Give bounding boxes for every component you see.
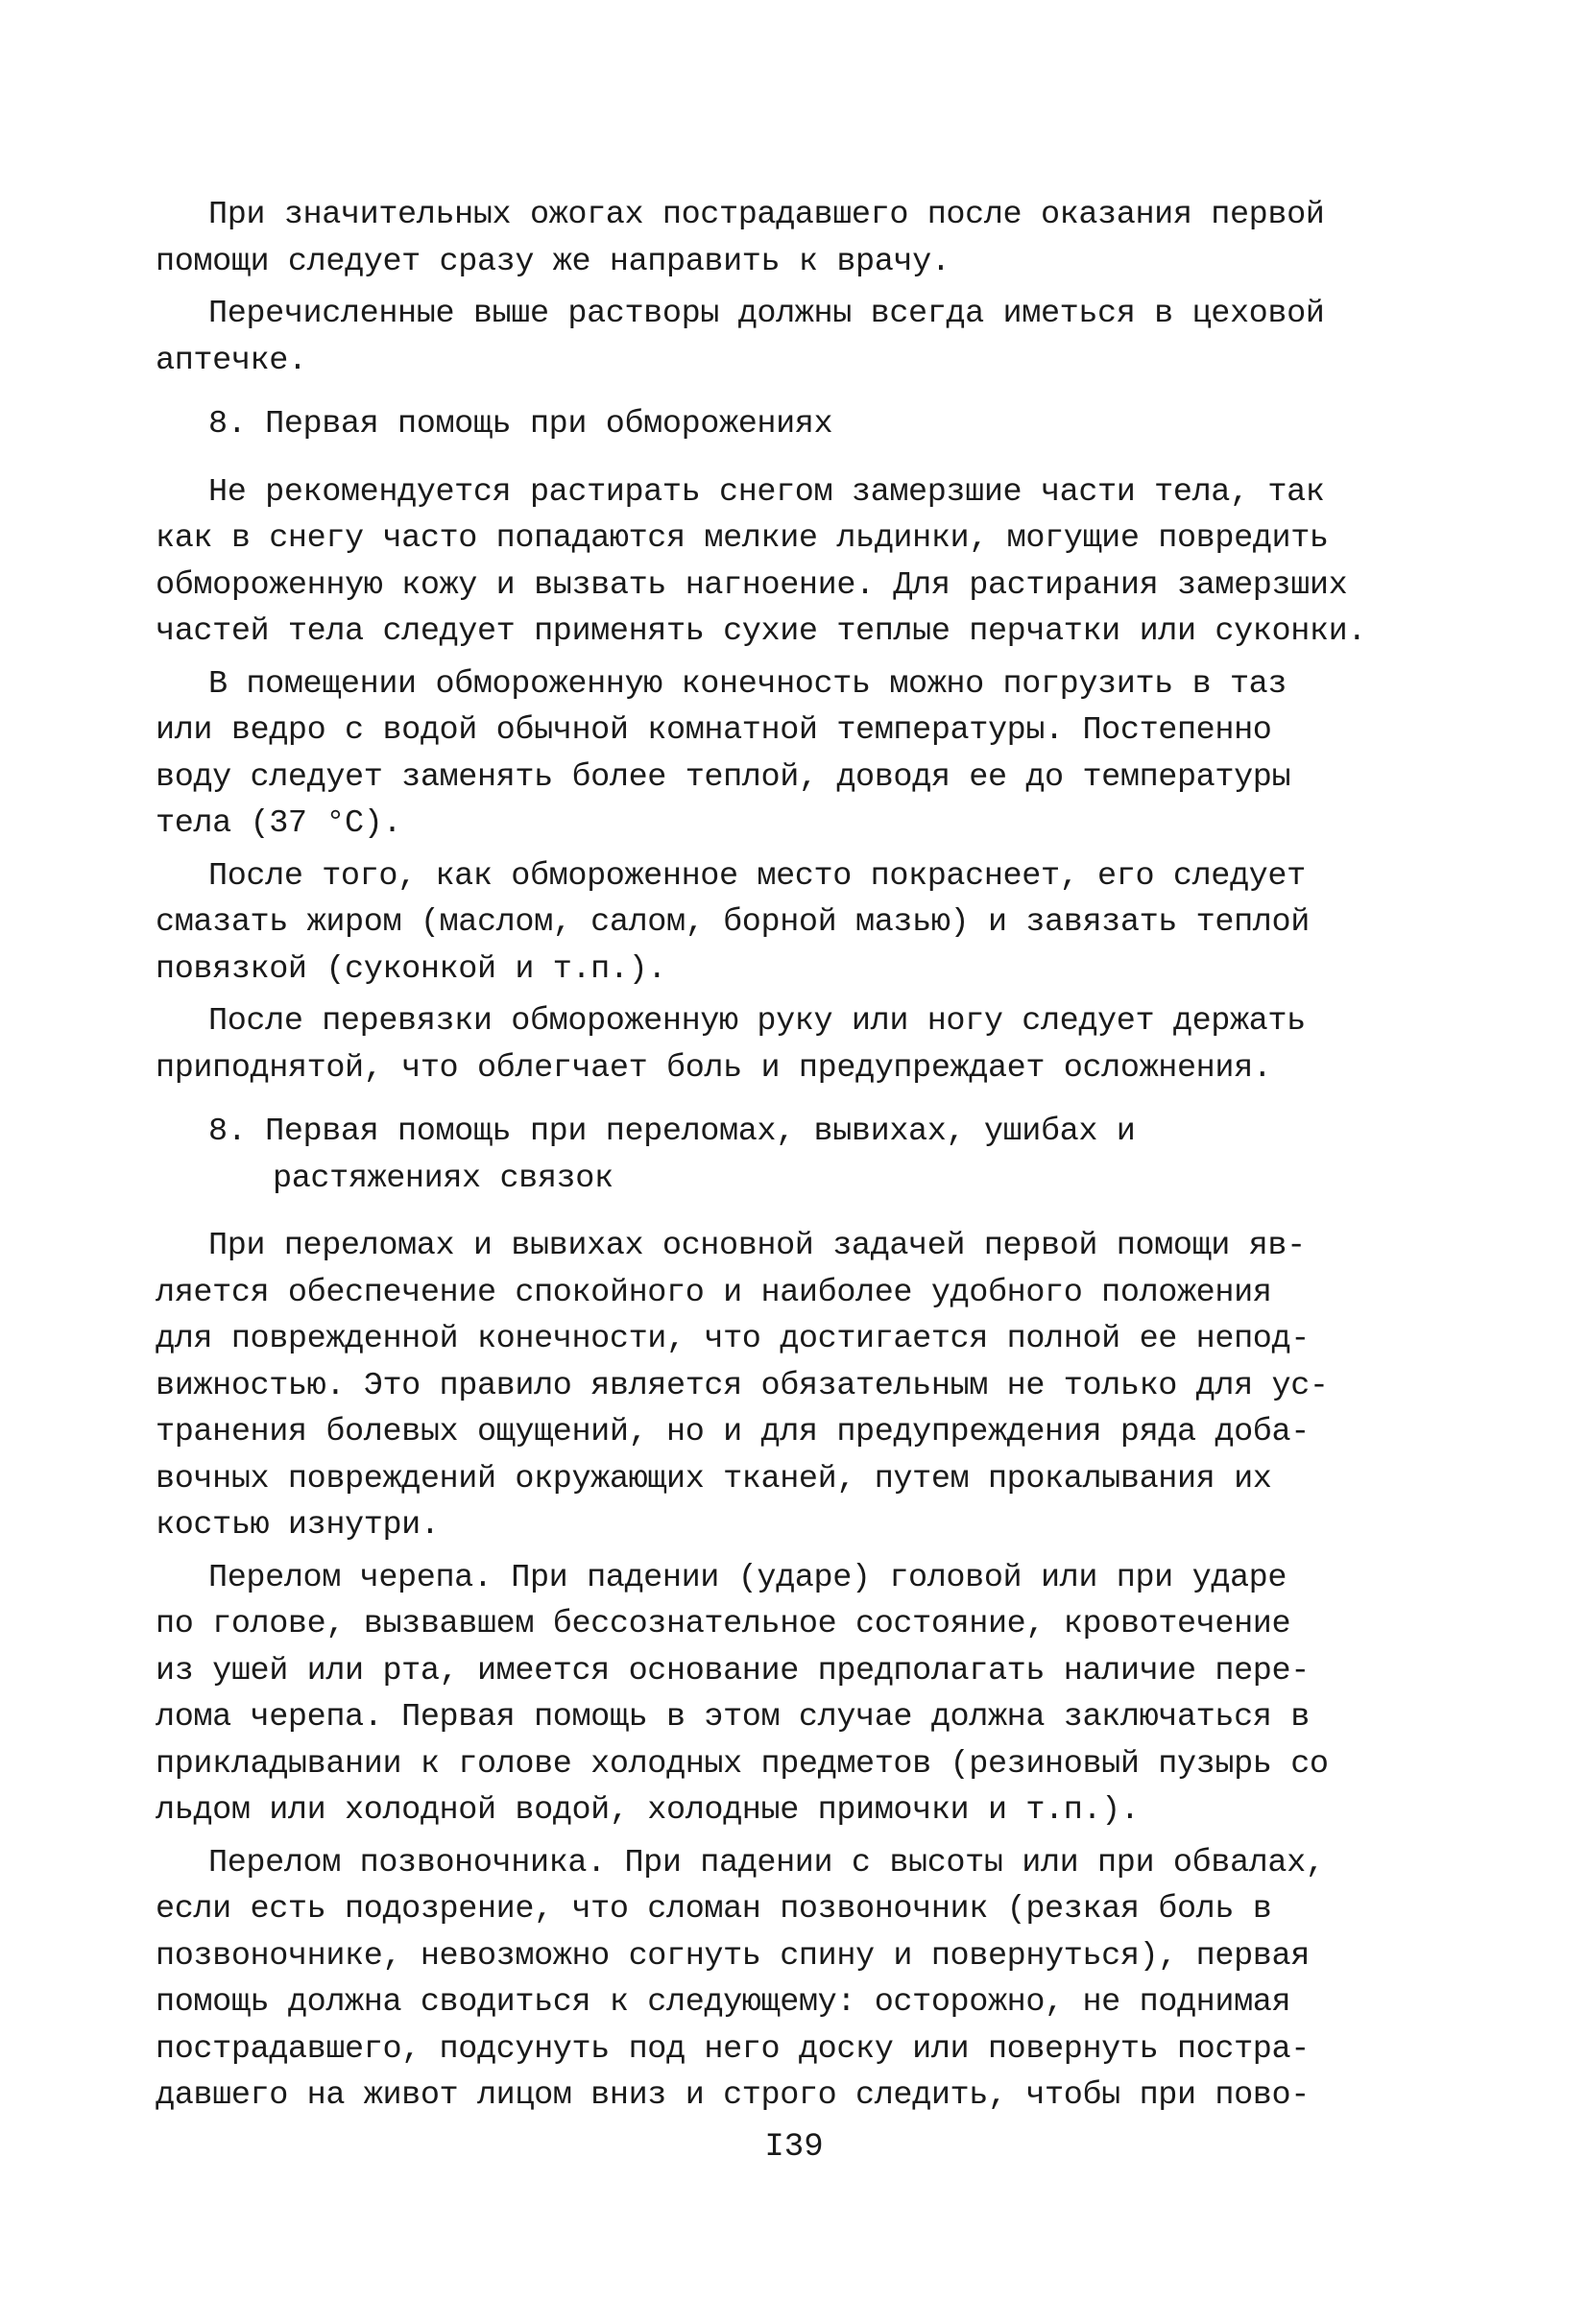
text-line: Не рекомендуется растирать снегом замерзшие части тела, так: [208, 473, 1325, 511]
text-line: тела (37 °С).: [156, 805, 402, 842]
text-line: костью изнутри.: [156, 1507, 440, 1544]
text-line: воду следует заменять более теплой, доводя ее до температуры: [156, 758, 1291, 796]
text-line: ляется обеспечение спокойного и наиболее удобного положения: [156, 1274, 1272, 1311]
text-line: После того, как обмороженное место покраснеет, его следует: [208, 857, 1306, 895]
text-line: помощь должна сводиться к следующему: осторожно, не поднимая: [156, 1984, 1291, 2021]
text-line: для поврежденной конечности, что достигается полной ее непод-: [156, 1321, 1310, 1357]
text-line: льдом или холодной водой, холодные примочки и т.п.).: [156, 1792, 1140, 1829]
paragraph: [156, 998, 1375, 1091]
text-line: Перелом черепа. При падении (ударе) головой или при ударе: [208, 1559, 1287, 1596]
paragraph: [156, 853, 1375, 994]
text-line: как в снегу часто попадаются мелкие льдинки, могущие повредить: [156, 520, 1329, 557]
text-line: или ведро с водой обычной комнатной температуры. Постепенно: [156, 712, 1272, 749]
text-line: обмороженную кожу и вызвать нагноение. Для растирания замерзших: [156, 566, 1348, 604]
text-line: вочных повреждений окружающих тканей, путем прокалывания их: [156, 1460, 1272, 1497]
text-line: давшего на живот лицом вниз и строго следить, чтобы при пово-: [156, 2077, 1310, 2114]
body-text: [156, 192, 1375, 2125]
paragraph: [156, 1223, 1375, 1549]
text-line: пострадавшего, подсунуть под него доску или повернуть постра-: [156, 2030, 1310, 2068]
text-line: из ушей или рта, имеется основание предполагать наличие пере-: [156, 1652, 1310, 1689]
text-line: позвоночнике, невозможно согнуть спину и повернуться), первая: [156, 1937, 1310, 1975]
text-line: частей тела следует применять сухие теплые перчатки или суконки.: [156, 613, 1367, 650]
paragraph: [156, 661, 1375, 848]
text-line: Перелом позвоночника. При падении с высоты или при обвалах,: [208, 1844, 1325, 1881]
text-line: Перечисленные выше растворы должны всегда иметься в цеховой: [208, 296, 1325, 332]
text-line: вижностью. Это правило является обязательным не только для ус-: [156, 1367, 1329, 1404]
paragraph: [156, 192, 1375, 285]
page-number: I39: [764, 2129, 824, 2166]
text-line: В помещении обмороженную конечность можно погрузить в таз: [208, 665, 1287, 703]
text-line: 8. Первая помощь при обморожениях: [208, 406, 833, 443]
text-line: помощи следует сразу же направить к врачу.: [156, 243, 950, 280]
text-line: После перевязки обмороженную руку или ногу следует держать: [208, 1003, 1306, 1040]
text-line: транения болевых ощущений, но и для предупреждения ряда доба-: [156, 1414, 1310, 1450]
paragraph: [156, 1840, 1375, 2120]
text-line: по голове, вызвавшем бессознательное состояние, кровотечение: [156, 1606, 1291, 1642]
text-line: При значительных ожогах пострадавшего после оказания первой: [208, 197, 1325, 233]
section-heading: [156, 1109, 1375, 1202]
text-line: если есть подозрение, что сломан позвоночник (резкая боль в: [156, 1891, 1272, 1928]
paragraph: [156, 291, 1375, 384]
text-line: смазать жиром (маслом, салом, борной мазью) и завязать теплой: [156, 904, 1310, 941]
text-line: растяжениях связок: [273, 1160, 614, 1197]
text-line: приподнятой, что облегчает боль и предупреждает осложнения.: [156, 1049, 1272, 1087]
section-heading: [156, 401, 1375, 448]
text-line: повязкой (суконкой и т.п.).: [156, 950, 666, 988]
text-line: прикладывании к голове холодных предметов (резиновый пузырь со: [156, 1745, 1329, 1783]
text-line: 8. Первая помощь при переломах, вывихах, ушибах и: [208, 1114, 1136, 1150]
paragraph: [156, 1555, 1375, 1834]
text-line: аптечке.: [156, 342, 307, 379]
text-line: лома черепа. Первая помощь в этом случае должна заключаться в: [156, 1699, 1310, 1736]
text-line: При переломах и вывихах основной задачей первой помощи яв-: [208, 1228, 1306, 1264]
paragraph: [156, 469, 1375, 656]
